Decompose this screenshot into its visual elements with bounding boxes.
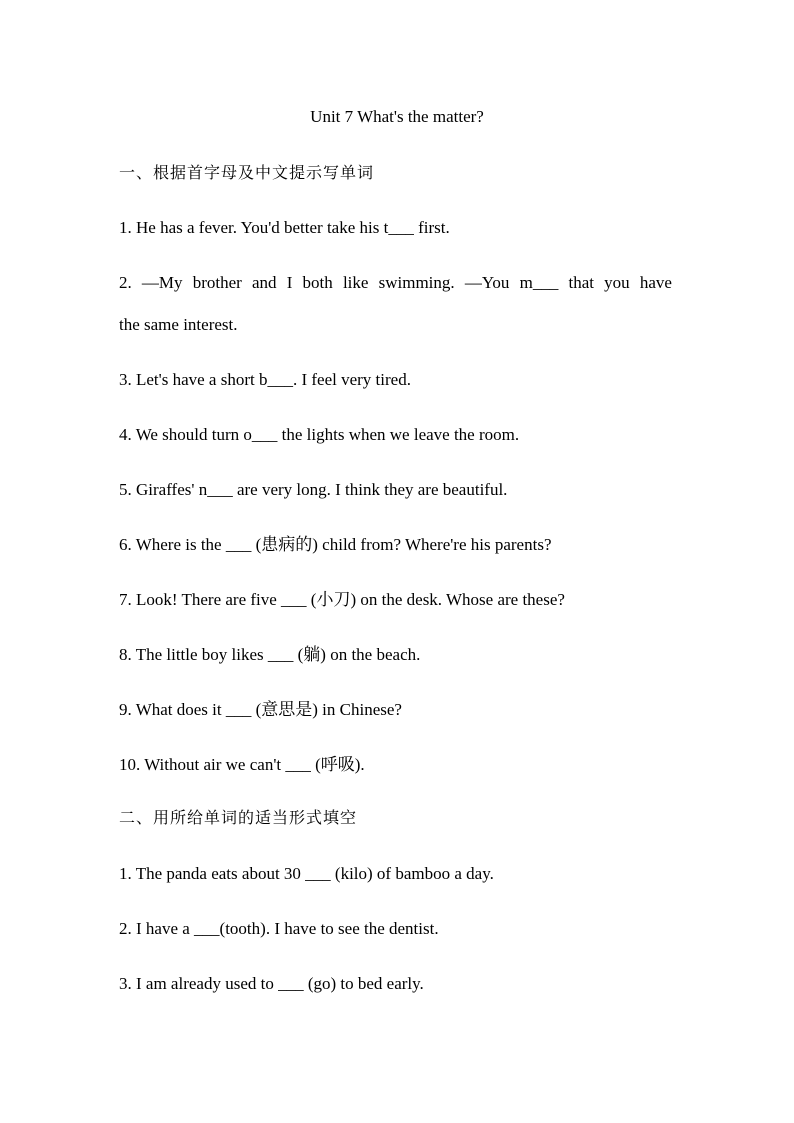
q2-word: brother	[192, 273, 242, 292]
q2-word: that	[568, 273, 594, 292]
q2-word: 2.	[119, 273, 132, 292]
question-1-6: 6. Where is the ___ (患病的) child from? Where're his parents?	[119, 535, 552, 554]
question-1-9: 9. What does it ___ (意思是) in Chinese?	[119, 700, 402, 719]
question-1-3: 3. Let's have a short b___. I feel very tired.	[119, 370, 411, 389]
question-1-8: 8. The little boy likes ___ (躺) on the beach.	[119, 645, 421, 664]
q2-word: —My	[141, 273, 183, 292]
q2-word: both	[302, 273, 333, 292]
question-1-10: 10. Without air we can't ___ (呼吸).	[119, 755, 365, 774]
question-2-3: 3. I am already used to ___ (go) to bed early.	[119, 974, 424, 993]
page-title: Unit 7 What's the matter?	[310, 107, 484, 126]
question-1-1: 1. He has a fever. You'd better take his t___ first.	[119, 218, 450, 237]
question-1-7: 7. Look! There are five ___ (小刀) on the desk. Whose are these?	[119, 590, 565, 609]
question-1-2-continued: the same interest.	[119, 315, 238, 334]
q2-word: and	[251, 273, 277, 292]
question-1-5: 5. Giraffes' n___ are very long. I think they are beautiful.	[119, 480, 508, 499]
section-heading-1: 一、根据首字母及中文提示写单词	[119, 163, 375, 182]
q2-word: you	[604, 273, 630, 292]
question-2-2: 2. I have a ___(tooth). I have to see the dentist.	[119, 919, 439, 938]
q2-word: like	[342, 273, 369, 292]
q2-word: —You	[464, 273, 510, 292]
question-1-4: 4. We should turn o___ the lights when we leave the room.	[119, 425, 520, 444]
section-heading-2: 二、用所给单词的适当形式填空	[119, 808, 358, 827]
question-2-1: 1. The panda eats about 30 ___ (kilo) of bamboo a day.	[119, 864, 494, 883]
q2-word: m___	[519, 273, 559, 292]
q2-word: I	[286, 273, 293, 292]
q2-word: have	[639, 273, 672, 292]
question-1-2	[119, 272, 672, 294]
q2-word: swimming.	[378, 273, 455, 292]
